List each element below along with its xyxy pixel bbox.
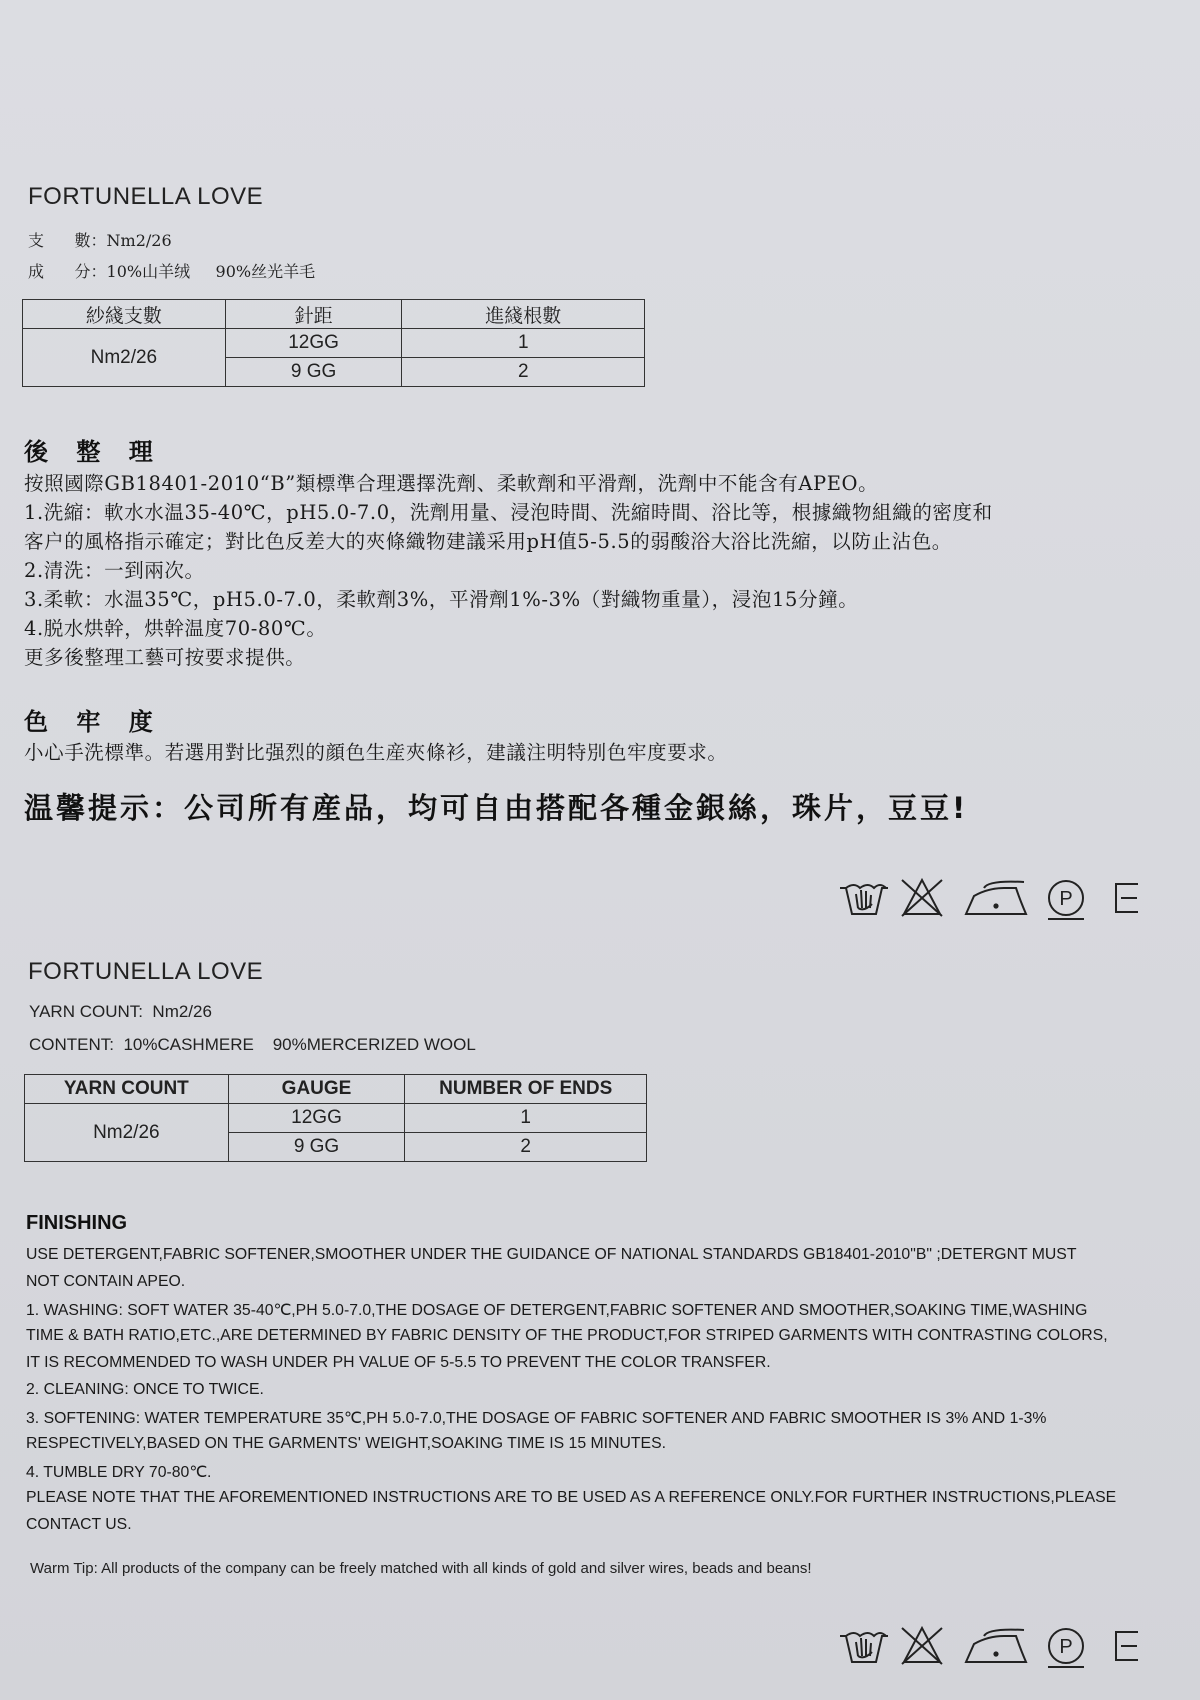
table-cell: 12GG — [225, 329, 402, 358]
table-cell: 2 — [405, 1133, 647, 1162]
dry-flat-icon — [1116, 1632, 1138, 1660]
do-not-bleach-icon — [902, 880, 942, 916]
iron-low-icon — [966, 1630, 1026, 1662]
table-cell: 1 — [405, 1104, 647, 1133]
dry-clean-letter: P — [1059, 888, 1073, 910]
finishing-line-zh: 按照國際GB18401-2010“B”類標準合理選擇洗劑、柔軟劑和平滑劑，洗劑中不能含有APEO。 — [24, 472, 879, 495]
dry-clean-p-icon — [1048, 881, 1084, 919]
fastness-title-zh: 色 牢 度 — [24, 708, 163, 736]
table-header: 紗綫支數 — [23, 300, 226, 329]
finishing-line-en: RESPECTIVELY,BASED ON THE GARMENTS' WEIGHT,SOAKING TIME IS 15 MINUTES. — [26, 1435, 666, 1452]
finishing-line-en: 3. SOFTENING: WATER TEMPERATURE 35℃,PH 5.0-7.0,THE DOSAGE OF FABRIC SOFTENER AND FABRIC SMOOTHER IS 3% AND 1-3% — [26, 1410, 1047, 1427]
yarn-table-zh — [22, 299, 645, 387]
yarn-table-en — [24, 1074, 647, 1162]
care-symbols-zh — [838, 874, 1138, 922]
finishing-line-zh: 客户的風格指示確定；對比色反差大的夾條織物建議采用pH值5-5.5的弱酸浴大浴比洗縮，以防止沾色。 — [24, 530, 952, 553]
table-cell: 12GG — [228, 1104, 405, 1133]
finishing-line-en: 1. WASHING: SOFT WATER 35-40℃,PH 5.0-7.0,THE DOSAGE OF DETERGENT,FABRIC SOFTENER AND SMOOTHER,SOAKING TIME,WASHING — [26, 1302, 1088, 1319]
table-cell: 1 — [402, 329, 645, 358]
finishing-line-zh: 4.脱水烘幹，烘幹温度70-80℃。 — [24, 617, 327, 640]
finishing-line-en: 2. CLEANING: ONCE TO TWICE. — [26, 1381, 264, 1398]
table-header: GAUGE — [228, 1075, 405, 1104]
table-cell-yarn: Nm2/26 — [25, 1104, 229, 1162]
dry-clean-letter: P — [1059, 1636, 1073, 1658]
dry-clean-p-icon — [1048, 1629, 1084, 1667]
finishing-line-en: PLEASE NOTE THAT THE AFOREMENTIONED INSTRUCTIONS ARE TO BE USED AS A REFERENCE ONLY.FOR FURTHER INSTRUCTIONS,PLEASE — [26, 1489, 1117, 1506]
warm-tip-zh: 温馨提示：公司所有産品，均可自由搭配各種金銀絲，珠片，豆豆! — [24, 791, 969, 825]
warm-tip-en: Warm Tip: All products of the company can be freely matched with all kinds of gold and silver wires, beads and beans! — [30, 1560, 812, 1577]
fastness-line-zh: 小心手洗標準。若選用對比强烈的顔色生産夾條衫，建議注明特別色牢度要求。 — [24, 741, 728, 764]
finishing-title-zh: 後 整 理 — [24, 438, 163, 466]
table-cell: 9 GG — [228, 1133, 405, 1162]
finishing-line-en: 4. TUMBLE DRY 70-80℃. — [26, 1464, 212, 1481]
finishing-line-zh: 3.柔軟：水温35℃，pH5.0-7.0，柔軟劑3%，平滑劑1%-3%（對織物重量），浸泡15分鐘。 — [24, 588, 859, 611]
yarn-count-zh: 支 數：Nm2/26 — [28, 231, 172, 250]
finishing-title-en: FINISHING — [26, 1212, 128, 1234]
table-header: NUMBER OF ENDS — [405, 1075, 647, 1104]
table-header: YARN COUNT — [25, 1075, 229, 1104]
table-header-row — [23, 300, 645, 329]
finishing-line-zh: 1.洗縮：軟水水温35-40℃，pH5.0-7.0，洗劑用量、浸泡時間、洗縮時間、浴比等，根據織物組織的密度和 — [24, 501, 993, 524]
iron-low-icon — [966, 882, 1026, 914]
yarn-count-en: YARN COUNT: Nm2/26 — [29, 1002, 212, 1021]
finishing-line-en: USE DETERGENT,FABRIC SOFTENER,SMOOTHER UNDER THE GUIDANCE OF NATIONAL STANDARDS GB18401-2010"B" ;DETERGNT MUST — [26, 1246, 1077, 1263]
hand-wash-icon — [840, 885, 888, 914]
table-cell: 9 GG — [225, 358, 402, 387]
finishing-line-zh: 更多後整理工藝可按要求提供。 — [24, 646, 306, 669]
brand-title-en: FORTUNELLA LOVE — [28, 958, 264, 985]
finishing-line-en: IT IS RECOMMENDED TO WASH UNDER PH VALUE OF 5-5.5 TO PREVENT THE COLOR TRANSFER. — [26, 1354, 771, 1371]
table-header: 進綫根數 — [402, 300, 645, 329]
do-not-bleach-icon — [902, 1628, 942, 1664]
dry-flat-icon — [1116, 884, 1138, 912]
finishing-line-en: TIME & BATH RATIO,ETC.,ARE DETERMINED BY FABRIC DENSITY OF THE PRODUCT,FOR STRIPED GARMENTS WITH CONTRASTING COLORS, — [26, 1327, 1108, 1344]
content-en: CONTENT: 10%CASHMERE 90%MERCERIZED WOOL — [29, 1035, 476, 1054]
care-symbols-en — [838, 1622, 1138, 1670]
finishing-line-en: CONTACT US. — [26, 1516, 132, 1533]
table-row — [25, 1104, 647, 1133]
table-row — [23, 329, 645, 358]
content-zh: 成 分：10%山羊绒 90%丝光羊毛 — [28, 262, 316, 281]
table-header-row — [25, 1075, 647, 1104]
finishing-line-en: NOT CONTAIN APEO. — [26, 1273, 186, 1290]
table-header: 針距 — [225, 300, 402, 329]
table-cell: 2 — [402, 358, 645, 387]
hand-wash-icon — [840, 1633, 888, 1662]
finishing-line-zh: 2.清洗：一到兩次。 — [24, 559, 205, 582]
table-cell-yarn: Nm2/26 — [23, 329, 226, 387]
brand-title-zh: FORTUNELLA LOVE — [28, 183, 264, 210]
